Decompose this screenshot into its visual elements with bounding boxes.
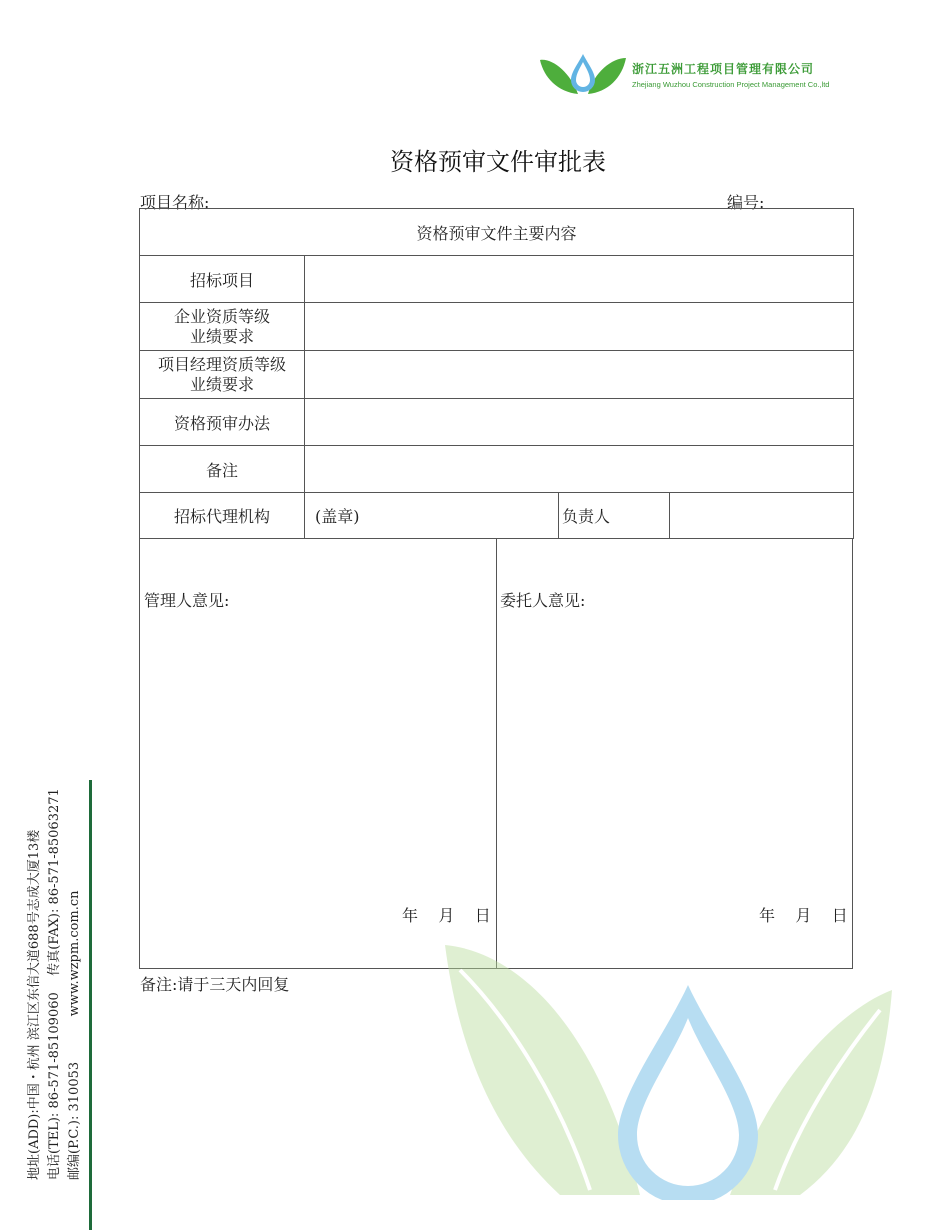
sidebar-accent-line	[89, 780, 92, 1230]
footer-address: 地址(ADD):中国・杭州 滨江区东信大道688号志成大厦13楼	[27, 829, 42, 1180]
approval-table	[139, 208, 854, 539]
field-agency-seal[interactable]: (盖章)	[305, 493, 559, 539]
label-enterprise-line2: 业绩要求	[189, 326, 254, 346]
field-responsible[interactable]	[670, 493, 854, 539]
client-opinion-date: 年 月 日	[759, 906, 848, 925]
field-bidding-project[interactable]	[305, 256, 854, 303]
label-agency: 招标代理机构	[140, 493, 305, 539]
project-name-label: 项目名称:	[140, 193, 210, 212]
form-title: 资格预审文件审批表	[390, 148, 606, 176]
label-remarks: 备注	[140, 446, 305, 493]
label-prequal-method: 资格预审办法	[140, 399, 305, 446]
number-label: 编号:	[727, 193, 765, 212]
label-enterprise-requirements	[140, 303, 305, 351]
footer-postcode: 邮编(P.C.): 310053 www.wzpm.com.cn	[67, 890, 82, 1180]
opinions-divider	[496, 539, 497, 968]
company-name-cn: 浙江五洲工程项目管理有限公司	[632, 62, 815, 76]
section-header: 资格预审文件主要内容	[140, 209, 854, 256]
reply-note: 备注:请于三天内回复	[140, 975, 290, 994]
label-manager-line2: 业绩要求	[189, 374, 254, 394]
opinions-box	[139, 539, 853, 969]
watermark-logo-icon	[440, 940, 895, 1200]
field-enterprise-requirements[interactable]	[305, 303, 854, 351]
label-manager-requirements	[140, 351, 305, 399]
field-remarks[interactable]	[305, 446, 854, 493]
label-manager-line1: 项目经理资质等级	[157, 354, 286, 374]
company-name	[632, 60, 829, 89]
footer-phone: 电话(TEL): 86-571-85109060 传真(FAX): 86-571-85063271	[47, 788, 62, 1180]
label-bidding-project: 招标项目	[140, 256, 305, 303]
client-opinion-label: 委托人意见:	[500, 591, 586, 610]
manager-opinion-date: 年 月 日	[402, 906, 491, 925]
label-responsible: 负责人	[559, 493, 670, 539]
field-manager-requirements[interactable]	[305, 351, 854, 399]
footer-contact	[25, 788, 85, 1180]
label-enterprise-line1: 企业资质等级	[173, 306, 270, 326]
manager-opinion-label: 管理人意见:	[144, 591, 230, 610]
field-prequal-method[interactable]	[305, 399, 854, 446]
company-logo-icon	[538, 50, 628, 98]
company-name-en: Zhejiang Wuzhou Construction Project Management Co.,ltd	[632, 80, 830, 89]
